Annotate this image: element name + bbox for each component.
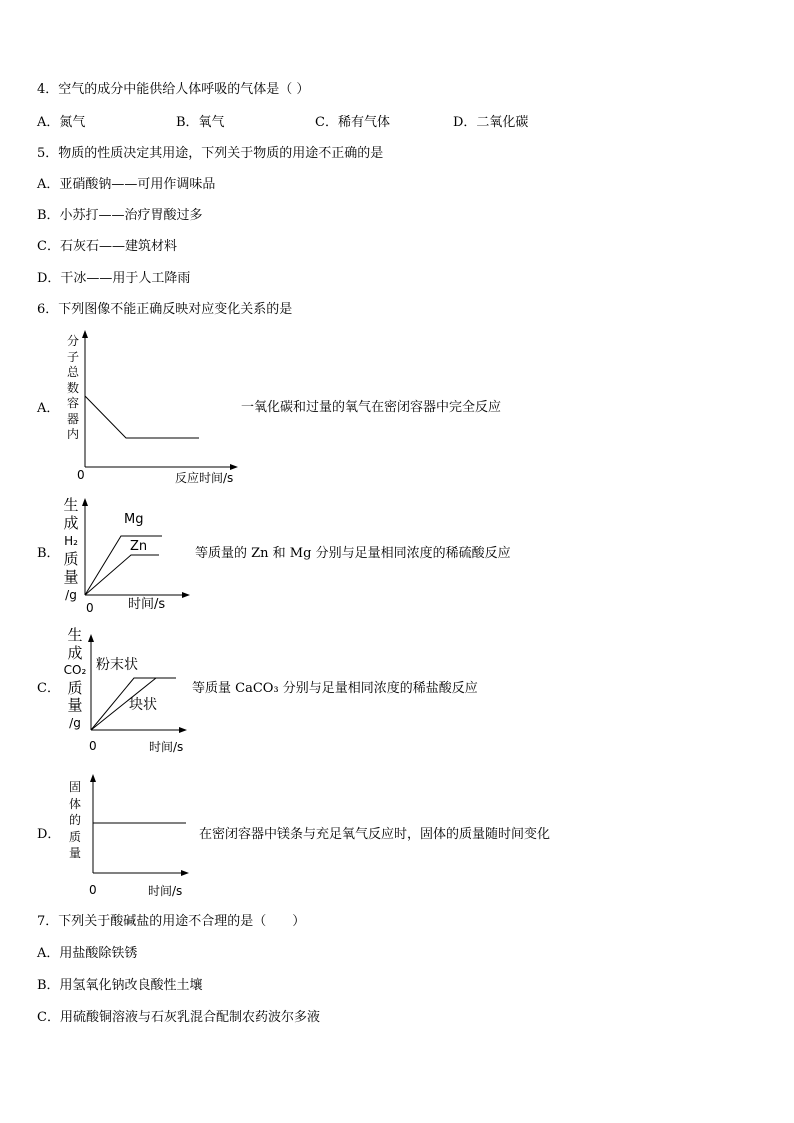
- q6c-origin: 0: [89, 739, 97, 753]
- q6c-x-axis-label: 时间/s: [149, 740, 184, 754]
- q5-option-c: C．石灰石——建筑材料: [37, 239, 177, 254]
- q6c-y-axis-label: 生 成 CO₂ 质 量 /g: [63, 626, 87, 730]
- q6c-series-lump-label: 块状: [129, 697, 157, 713]
- q6a-y-axis-label: 分 子 总 数 容 器 内: [66, 334, 79, 441]
- q6a-graph: [80, 328, 245, 480]
- q4-stem: 4．空气的成分中能供给人体呼吸的气体是（ ）: [37, 82, 310, 97]
- q6b-curve-mg: [85, 536, 162, 595]
- q6a-y-arrow: [82, 330, 88, 338]
- q6-option-a-desc: 一氧化碳和过量的氧气在密闭容器中完全反应: [241, 400, 502, 415]
- q6b-series-zn-label: Zn: [130, 539, 148, 554]
- q6b-curve-zn: [85, 555, 159, 595]
- q6d-y-axis-label: 固 体 的 质 量: [68, 780, 81, 860]
- q6c-graph: [86, 632, 192, 740]
- q5-option-a: A．亚硝酸钠——可用作调味品: [37, 177, 216, 192]
- q6-option-d-desc: 在密闭容器中镁条与充足氧气反应时，固体的质量随时间变化: [199, 827, 551, 842]
- q4-option-d: D．二氧化碳: [453, 115, 529, 130]
- q6c-x-arrow: [179, 727, 187, 733]
- q6d-x-arrow: [181, 870, 189, 876]
- q5-option-b: B．小苏打——治疗胃酸过多: [37, 208, 203, 223]
- q6a-x-axis-label: 反应时间/s: [175, 471, 234, 485]
- q4-option-c: C．稀有气体: [315, 115, 390, 130]
- q6-option-b-desc: 等质量的 Zn 和 Mg 分别与足量相同浓度的稀硫酸反应: [195, 546, 511, 561]
- q6d-origin: 0: [89, 883, 97, 897]
- q6b-y-axis-label: 生 成 H₂ 质 量 /g: [63, 496, 79, 602]
- q6c-series-powder-label: 粉末状: [96, 657, 138, 673]
- q6b-y-arrow: [82, 498, 88, 506]
- q6-stem: 6．下列图像不能正确反映对应变化关系的是: [37, 302, 293, 317]
- q4-option-b: B．氧气: [176, 115, 225, 130]
- q6b-origin: 0: [86, 601, 94, 615]
- q6b-series-mg-label: Mg: [124, 512, 144, 527]
- q7-option-a: A．用盐酸除铁锈: [37, 946, 138, 961]
- q6-option-a-letter: A．: [37, 401, 60, 416]
- q6d-graph: [88, 772, 194, 880]
- q6b-x-axis-label: 时间/s: [128, 597, 166, 612]
- q6a-origin: 0: [77, 468, 85, 482]
- q6b-x-arrow: [182, 592, 190, 598]
- q5-option-d: D．干冰——用于人工降雨: [37, 271, 191, 286]
- q4-option-a: A．氮气: [37, 115, 86, 130]
- q6d-y-arrow: [90, 774, 96, 782]
- q6-option-b-letter: B．: [37, 546, 60, 561]
- q5-stem: 5．物质的性质决定其用途，下列关于物质的用途不正确的是: [37, 146, 384, 161]
- q6d-x-axis-label: 时间/s: [148, 884, 183, 898]
- q6a-curve: [85, 396, 199, 438]
- q7-stem: 7．下列关于酸碱盐的用途不合理的是（ ）: [37, 914, 306, 929]
- q6-option-d-letter: D．: [37, 827, 61, 842]
- q7-option-c: C．用硫酸铜溶液与石灰乳混合配制农药波尔多液: [37, 1010, 320, 1025]
- q7-option-b: B．用氢氧化钠改良酸性土壤: [37, 978, 203, 993]
- q6-option-c-desc: 等质量 CaCO₃ 分别与足量相同浓度的稀盐酸反应: [192, 681, 478, 696]
- q6-option-c-letter: C．: [37, 681, 60, 696]
- q6c-y-arrow: [88, 634, 94, 642]
